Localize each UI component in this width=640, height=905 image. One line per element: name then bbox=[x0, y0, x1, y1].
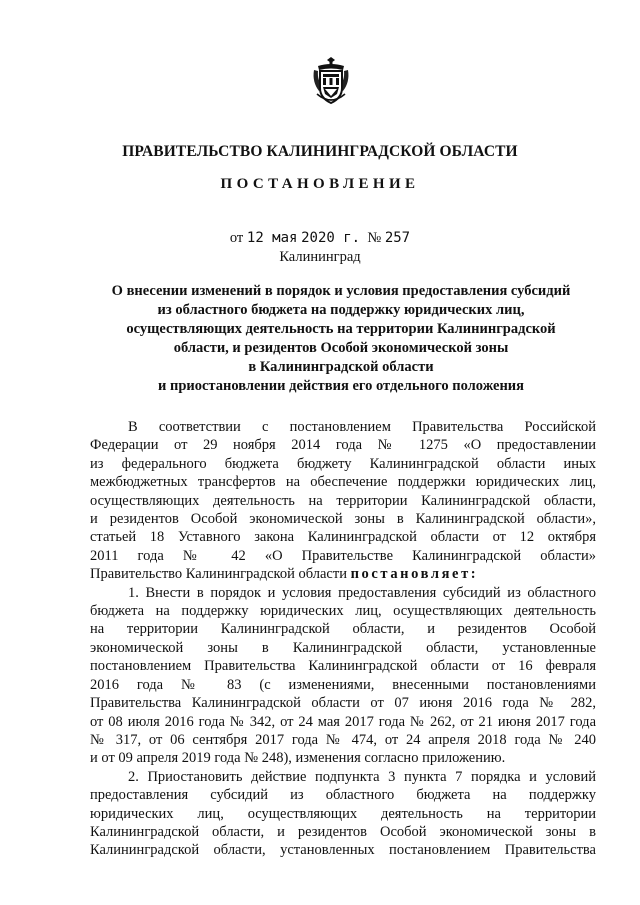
text-line: и резидентов Особой экономической зоны в Калининградской области», bbox=[90, 511, 596, 528]
title-line: из областного бюджета на поддержку юридических лиц, bbox=[157, 302, 525, 318]
title-line: в Калининградской области bbox=[248, 359, 434, 375]
document-number: 257 bbox=[384, 230, 411, 246]
date-line bbox=[0, 230, 640, 247]
title-line: области, и резидентов Особой экономической зоны bbox=[173, 340, 509, 356]
number-sign: № bbox=[367, 230, 382, 246]
text-line: предоставления субсидий из областного бюджета на поддержку bbox=[90, 787, 596, 804]
title-line: осуществляющих деятельность на территории Калининградской bbox=[126, 321, 556, 337]
text-line: 2. Приостановить действие подпункта 3 пункта 7 порядка и условий bbox=[128, 768, 596, 785]
organization-name: ПРАВИТЕЛЬСТВО КАЛИНИНГРАДСКОЙ ОБЛАСТИ bbox=[122, 143, 518, 160]
title-line: и приостановлении действия его отдельного положения bbox=[157, 378, 525, 394]
text-line bbox=[90, 565, 596, 583]
text-line: на территории Калининградской области, и резидентов Особой bbox=[90, 621, 596, 638]
city-name: Калининград bbox=[279, 249, 361, 265]
document-title bbox=[100, 282, 582, 396]
coat-of-arms-icon bbox=[311, 56, 351, 106]
text-line: Федерации от 29 ноября 2014 года № 1275 «О предоставлении bbox=[90, 437, 596, 454]
text-line: Калининградской области, и резидентов Особой экономической зоны в bbox=[90, 823, 596, 840]
text-line: статьей 18 Уставного закона Калининградской области от 12 октября bbox=[90, 529, 596, 546]
text-line: В соответствии с постановлением Правительства Российской bbox=[128, 419, 596, 435]
text-line: Правительства Калининградской области от 07 июня 2016 года № 282, bbox=[90, 695, 596, 712]
document-body bbox=[90, 418, 596, 860]
text-line: межбюджетных трансфертов на обеспечение поддержки юридических лиц, bbox=[90, 474, 596, 491]
preamble-final: Правительство Калининградской области bbox=[90, 566, 347, 583]
preamble-paragraph bbox=[90, 418, 596, 584]
resolves-word: постановляет: bbox=[350, 566, 479, 583]
text-line: 1. Внести в порядок и условия предоставления субсидий из областного bbox=[128, 584, 596, 601]
text-line: бюджета на поддержку юридических лиц, осуществляющих деятельность bbox=[90, 603, 596, 620]
text-line: экономической зоны в Калининградской области, установленные bbox=[90, 639, 596, 656]
date-prefix: от bbox=[229, 230, 244, 246]
text-line: постановлением Правительства Калининградской области от 16 февраля bbox=[90, 658, 596, 675]
text-line: 2011 года № 42 «О Правительстве Калининградской области» bbox=[90, 547, 596, 564]
text-line: юридических лиц, осуществляющих деятельность на территории bbox=[90, 805, 596, 822]
clause-2 bbox=[90, 768, 596, 860]
text-line: 2016 года № 83 (с изменениями, внесенными постановлениями bbox=[90, 676, 596, 693]
text-line: от 08 июля 2016 года № 342, от 24 мая 2017 года № 262, от 21 июня 2017 года bbox=[90, 713, 596, 730]
title-line: О внесении изменений в порядок и условия предоставления субсидий bbox=[111, 283, 571, 299]
text-line: № 317, от 06 сентября 2017 года № 474, от 24 апреля 2018 года № 240 bbox=[90, 731, 596, 748]
date-value: 12 мая bbox=[246, 230, 298, 246]
document-type: ПОСТАНОВЛЕНИЕ bbox=[220, 176, 420, 192]
text-line: и от 09 апреля 2019 года № 248), изменения согласно приложению. bbox=[90, 750, 506, 767]
text-line: из федерального бюджета бюджету Калининградской области иных bbox=[90, 455, 596, 472]
text-line: Калининградской области, установленных постановлением Правительства bbox=[90, 842, 596, 859]
text-line: осуществляющих деятельность на территории Калининградской области, bbox=[90, 492, 596, 509]
date-year: 2020 г. bbox=[301, 230, 361, 246]
clause-1 bbox=[90, 584, 596, 768]
